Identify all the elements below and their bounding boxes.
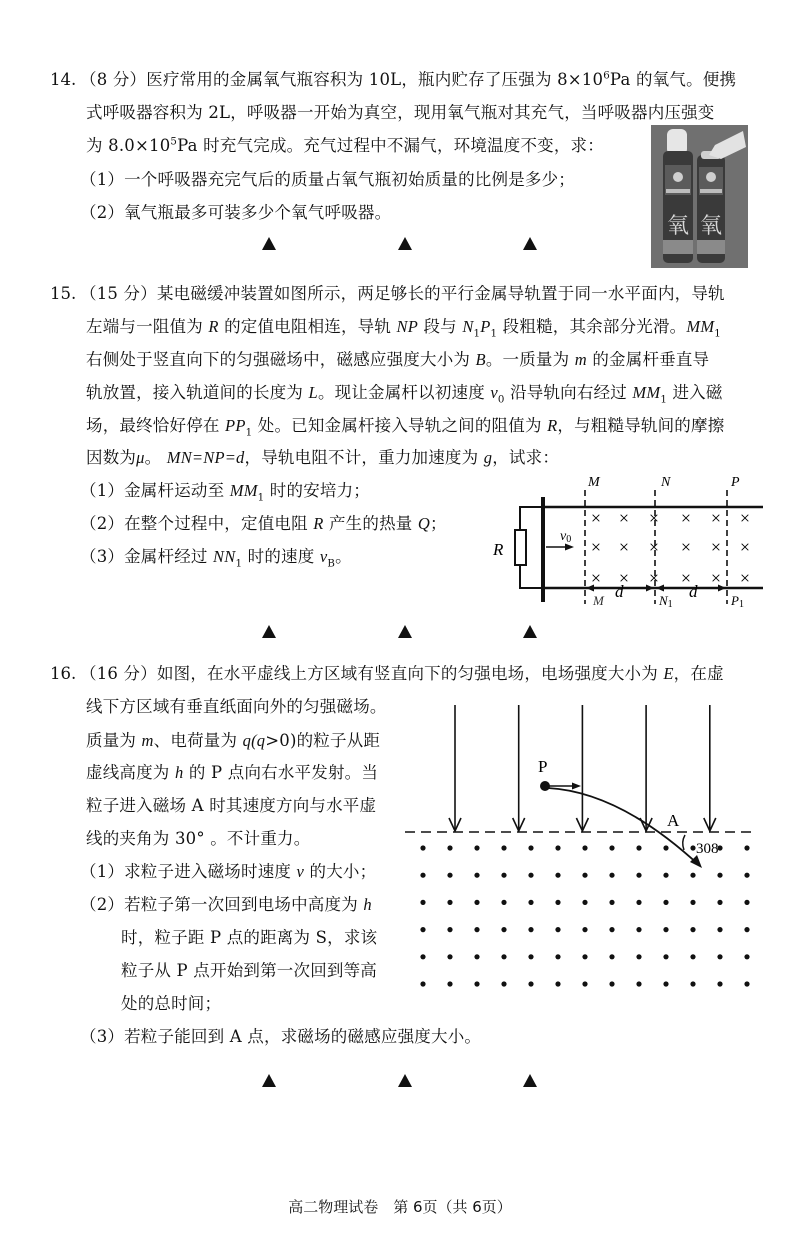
field-cross: × — [618, 537, 630, 557]
label-N: N — [661, 475, 671, 490]
angle-arc — [683, 835, 685, 850]
field-dot — [744, 927, 749, 932]
question-text-line: 右侧处于竖直向下的匀强磁场中，磁感应强度大小为 B。一质量为 m 的金属杆垂直导 — [86, 350, 710, 369]
question-text-line: （15 分）某电磁缓冲装置如图所示，两足够长的平行金属导轨置于同一水平面内，导轨 — [80, 284, 725, 303]
field-dot — [609, 873, 614, 878]
separator-triangle — [262, 1074, 276, 1087]
field-dot — [636, 981, 641, 986]
field-dot — [528, 927, 533, 932]
field-cross: × — [739, 508, 751, 528]
field-dot — [420, 927, 425, 932]
field-dot — [582, 981, 587, 986]
field-cross: × — [739, 568, 751, 588]
oxygen-character-left: 氧 — [666, 213, 690, 238]
field-dot — [582, 845, 587, 850]
field-dot — [717, 954, 722, 959]
label-R: R — [493, 540, 504, 559]
field-dot — [663, 981, 668, 986]
label-M: M — [588, 475, 600, 490]
question-number: 16. — [50, 664, 77, 683]
field-dot — [690, 981, 695, 986]
label-P: P — [538, 757, 548, 776]
field-dot — [582, 927, 587, 932]
label-M1: M — [593, 593, 604, 608]
field-dot — [474, 954, 479, 959]
field-dot — [636, 873, 641, 878]
field-cross: × — [590, 537, 602, 557]
field-dot — [744, 845, 749, 850]
label-angle: 308 — [696, 841, 719, 857]
field-dot — [555, 873, 560, 878]
field-dot — [447, 845, 452, 850]
field-dot — [447, 954, 452, 959]
page-footer: 高二物理试卷 第 6页（共 6页） — [288, 1198, 512, 1216]
oxygen-character-right: 氧 — [699, 213, 723, 238]
field-dot — [690, 845, 695, 850]
field-dot — [744, 900, 749, 905]
field-cross: × — [710, 568, 722, 588]
field-dot — [636, 927, 641, 932]
field-dot — [636, 954, 641, 959]
field-cross: × — [618, 568, 630, 588]
question-text-line: 因数为μ。 MN=NP=d，导轨电阻不计，重力加速度为 g，试求： — [86, 448, 560, 467]
field-dot — [474, 981, 479, 986]
field-dot — [501, 927, 506, 932]
question-text-line: 质量为 m、电荷量为 q(q>0)的粒子从距 — [86, 731, 381, 750]
field-cross: × — [590, 568, 602, 588]
label-v0: v0 — [560, 529, 572, 545]
field-dot — [663, 845, 668, 850]
sub-question-2: （2）若粒子第一次回到电场中高度为 h — [80, 895, 372, 914]
field-dot — [717, 927, 722, 932]
field-dot — [447, 927, 452, 932]
question-number: 14. — [50, 70, 77, 89]
question-text-line: 轨放置，接入轨道间的长度为 L。现让金属杆以初速度 $v_0$ 沿导轨向右经过 $MM_1$ 进入磁 — [86, 383, 723, 406]
field-dot — [636, 900, 641, 905]
label-P1: P1 — [731, 593, 744, 610]
field-dot — [582, 873, 587, 878]
field-dot — [555, 845, 560, 850]
question-text-line: 为 $8.0\times 10^5Pa$ 时充气完成。充气过程中不漏气，环境温度不变，求： — [86, 136, 604, 155]
field-dot — [690, 900, 695, 905]
field-cross: × — [710, 537, 722, 557]
sub-question-2-continued: 时，粒子距 P 点的距离为 S，求该 — [121, 928, 378, 947]
label-P: P — [731, 475, 740, 490]
field-cross: × — [680, 568, 692, 588]
sub-question-2: （2）氧气瓶最多可装多少个氧气呼吸器。 — [80, 203, 392, 222]
field-dot — [420, 873, 425, 878]
field-dot — [744, 954, 749, 959]
sub-question-2: （2）在整个过程中，定值电阻 R 产生的热量 Q； — [80, 514, 447, 533]
field-cross: × — [648, 537, 660, 557]
field-dot — [528, 981, 533, 986]
field-dot — [690, 873, 695, 878]
field-dot — [744, 981, 749, 986]
label-N1: N1 — [659, 593, 673, 610]
field-cross: × — [680, 508, 692, 528]
question-text-line: 线的夹角为 30° 。不计重力。 — [86, 829, 311, 848]
question-text-line: 线下方区域有垂直纸面向外的匀强磁场。 — [86, 697, 387, 716]
field-dot — [501, 900, 506, 905]
field-cross: × — [590, 508, 602, 528]
question-text-line: （16 分）如图，在水平虚线上方区域有竖直向下的匀强电场，电场强度大小为 E，在虚 — [80, 664, 724, 683]
separator-triangle — [523, 1074, 537, 1087]
field-dot — [609, 900, 614, 905]
field-dot — [528, 954, 533, 959]
field-dot — [609, 954, 614, 959]
sub-question-3: （3）若粒子能回到 A 点，求磁场的磁感应强度大小。 — [80, 1027, 482, 1046]
question-text-line: 场，最终恰好停在 $PP_1$ 处。已知金属杆接入导轨之间的阻值为 R，与粗糙导轨间的摩擦 — [86, 416, 725, 439]
question-text-line: 虚线高度为 h 的 P 点向右水平发射。当 — [86, 763, 379, 782]
field-dot — [420, 900, 425, 905]
sub-question-1: （1）一个呼吸器充完气后的质量占氧气瓶初始质量的比例是多少； — [80, 170, 575, 189]
field-cross: × — [648, 568, 660, 588]
field-dot — [447, 873, 452, 878]
field-dot — [501, 954, 506, 959]
sub-question-2-continued: 粒子从 P 点开始到第一次回到等高 — [121, 961, 377, 980]
field-dot — [663, 954, 668, 959]
field-dot — [474, 927, 479, 932]
field-cross: × — [648, 508, 660, 528]
field-dot — [528, 845, 533, 850]
question-text-line: （8 分）医疗常用的金属氧气瓶容积为 10L，瓶内贮存了压强为 $8\times 10^6Pa$ 的氧气。便携 — [80, 70, 737, 89]
field-cross: × — [710, 508, 722, 528]
separator-triangle — [398, 1074, 412, 1087]
initial-velocity-arrowhead — [572, 783, 581, 790]
field-dot — [474, 900, 479, 905]
sub-question-2-continued: 处的总时间； — [121, 994, 222, 1013]
field-dot — [717, 981, 722, 986]
field-dot — [555, 900, 560, 905]
label-A: A — [667, 811, 680, 830]
question-number: 15. — [50, 284, 77, 303]
field-dot — [744, 873, 749, 878]
particle-P — [540, 781, 550, 791]
field-dot — [420, 954, 425, 959]
field-dot — [582, 954, 587, 959]
field-dot — [420, 981, 425, 986]
field-dot — [582, 900, 587, 905]
question-text-line: 左端与一阻值为 R 的定值电阻相连，导轨 NP 段与 $N_1P_1$ 段粗糙，其余部分光滑。$MM_1$ — [86, 317, 721, 340]
field-dot — [690, 954, 695, 959]
field-dot — [528, 873, 533, 878]
field-dot — [663, 927, 668, 932]
field-dot — [690, 927, 695, 932]
field-dot — [609, 927, 614, 932]
field-dot — [609, 981, 614, 986]
field-dot — [609, 845, 614, 850]
field-cross: × — [739, 537, 751, 557]
field-dot — [717, 900, 722, 905]
field-dot — [555, 927, 560, 932]
field-dot — [663, 900, 668, 905]
question-text-line: 式呼吸器容积为 2L，呼吸器一开始为真空，现用氧气瓶对其充气，当呼吸器内压强变 — [86, 103, 715, 122]
field-dot — [717, 873, 722, 878]
field-dot — [555, 954, 560, 959]
field-dot — [528, 900, 533, 905]
sub-question-1: （1）求粒子进入磁场时速度 v 的大小； — [80, 862, 377, 881]
question-text-line: 粒子进入磁场 A 时其速度方向与水平虚 — [86, 796, 377, 815]
field-dot — [501, 873, 506, 878]
label-d-MN: d — [615, 582, 624, 601]
field-dot — [663, 873, 668, 878]
field-dot — [447, 981, 452, 986]
field-cross: × — [618, 508, 630, 528]
field-dot — [420, 845, 425, 850]
field-dot — [501, 981, 506, 986]
field-dot — [474, 873, 479, 878]
label-d-NP: d — [689, 582, 698, 601]
field-dot — [474, 845, 479, 850]
field-dot — [501, 845, 506, 850]
field-dot — [555, 981, 560, 986]
field-dot — [636, 845, 641, 850]
field-cross: × — [680, 537, 692, 557]
sub-question-3: （3）金属杆经过 $NN_1$ 时的速度 $v_B$。 — [80, 547, 352, 570]
sub-question-1: （1）金属杆运动至 $MM_1$ 时的安培力； — [80, 481, 370, 504]
field-dot — [447, 900, 452, 905]
